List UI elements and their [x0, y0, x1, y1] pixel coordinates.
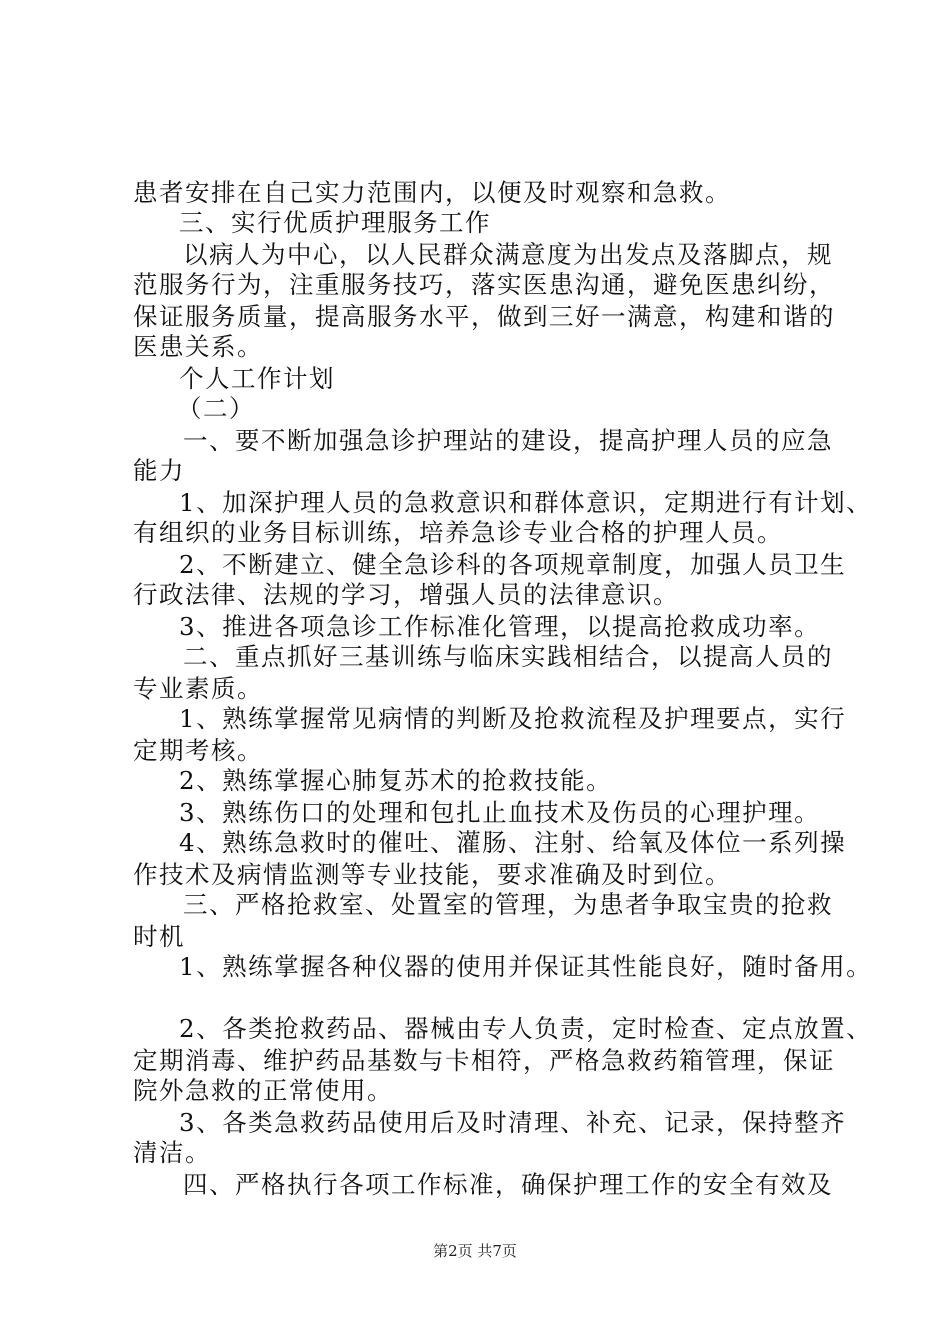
text-line: 医患关系。 — [133, 332, 263, 361]
list-item: 2、不断建立、健全急诊科的各项规章制度，加强人员卫生 — [179, 550, 847, 579]
section-heading: 三、严格抢救室、处置室的管理，为患者争取宝贵的抢救 — [183, 890, 833, 919]
text-line: 保证服务质量，提高服务水平，做到三好一满意，构建和谐的 — [133, 302, 835, 331]
list-item: 3、推进各项急诊工作标准化管理，以提高抢救成功率。 — [179, 612, 821, 641]
text-line: 院外急救的正常使用。 — [133, 1076, 393, 1105]
text-line: 患者安排在自己实力范围内，以便及时观察和急救。 — [133, 178, 731, 207]
list-item: 4、熟练急救时的催吐、灌肠、注射、给氧及体位一系列操 — [179, 828, 847, 857]
document-title: 个人工作计划 — [179, 364, 335, 393]
text-line: 作技术及病情监测等专业技能，要求准确及时到位。 — [133, 860, 731, 889]
page-indicator: 第2页 共7页 — [433, 1242, 517, 1260]
section-heading: 一、要不断加强急诊护理站的建设，提高护理人员的应急 — [183, 426, 833, 455]
section-heading: 二、重点抓好三基训练与临床实践相结合，以提高人员的 — [183, 642, 833, 671]
section-number: （二） — [177, 394, 255, 423]
text-line: 时机 — [133, 922, 185, 951]
section-heading: 三、实行优质护理服务工作 — [179, 208, 491, 237]
text-line: 行政法律、法规的学习，增强人员的法律意识。 — [133, 580, 679, 609]
text-line: 清洁。 — [133, 1138, 211, 1167]
list-item: 3、各类急救药品使用后及时清理、补充、记录，保持整齐 — [179, 1108, 847, 1137]
text-line: 定期考核。 — [133, 736, 263, 765]
text-line: 能力 — [133, 456, 185, 485]
text-line: 范服务行为，注重服务技巧，落实医患沟通，避免医患纠纷， — [133, 270, 835, 299]
text-line: 定期消毒、维护药品基数与卡相符，严格急救药箱管理，保证 — [133, 1046, 835, 1075]
text-line: 专业素质。 — [133, 674, 263, 703]
list-item: 3、熟练伤口的处理和包扎止血技术及伤员的心理护理。 — [179, 798, 821, 827]
list-item: 2、各类抢救药品、器械由专人负责，定时检查、定点放置、 — [179, 1014, 873, 1043]
list-item: 1、熟练掌握常见病情的判断及抢救流程及护理要点，实行 — [179, 704, 847, 733]
text-line: 以病人为中心，以人民群众满意度为出发点及落脚点，规 — [183, 240, 833, 269]
text-line: 有组织的业务目标训练，培养急诊专业合格的护理人员。 — [133, 518, 783, 547]
list-item: 2、熟练掌握心肺复苏术的抢救技能。 — [179, 766, 613, 795]
list-item: 1、加深护理人员的急救意识和群体意识，定期进行有计划、 — [179, 488, 873, 517]
section-heading: 四、严格执行各项工作标准，确保护理工作的安全有效及 — [183, 1170, 833, 1199]
list-item: 1、熟练掌握各种仪器的使用并保证其性能良好，随时备用。 — [179, 952, 873, 981]
